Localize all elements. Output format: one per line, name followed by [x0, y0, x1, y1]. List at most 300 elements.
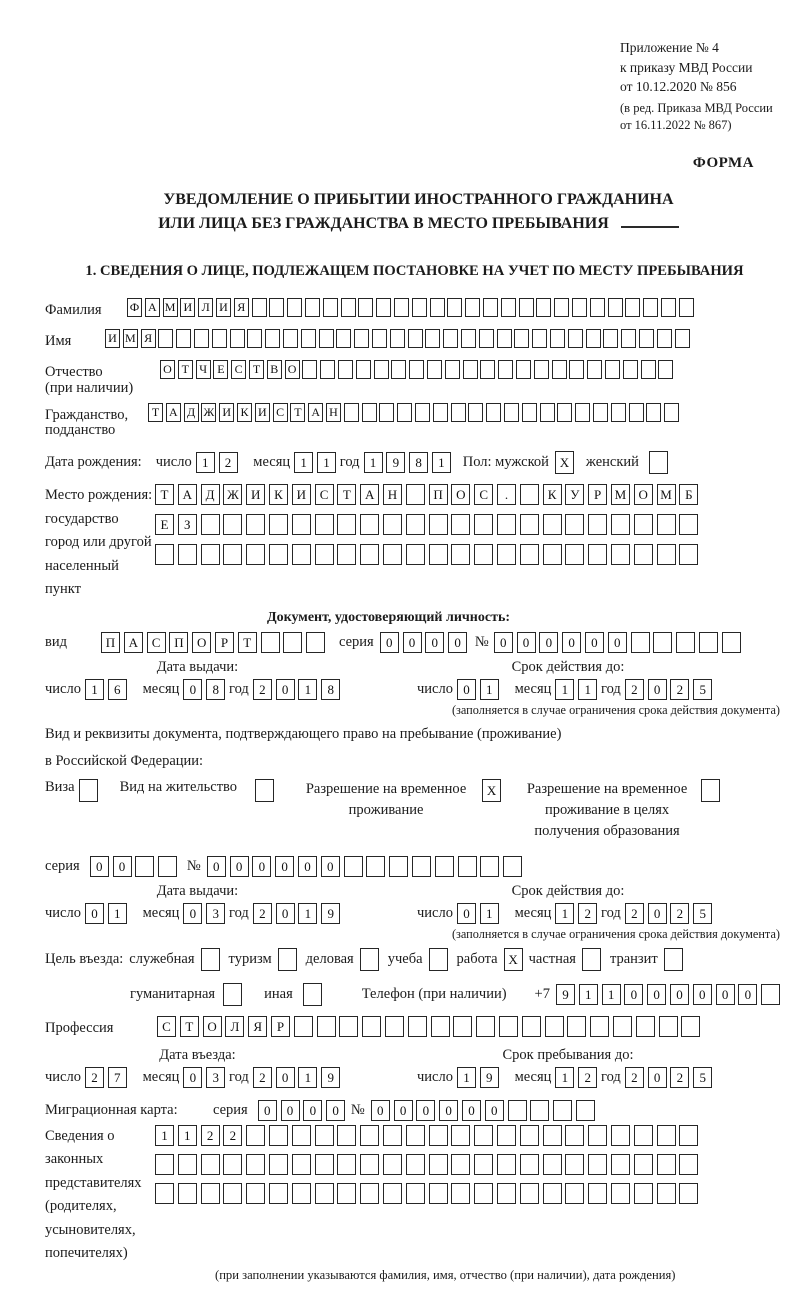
cell[interactable] — [408, 329, 423, 348]
doc-expiry-month-cells[interactable] — [555, 679, 601, 700]
cell[interactable] — [447, 298, 462, 317]
cell[interactable]: 0 — [183, 1067, 202, 1088]
cell[interactable]: 5 — [693, 1067, 712, 1088]
cell[interactable]: 1 — [298, 679, 317, 700]
purpose-business[interactable] — [306, 948, 379, 971]
purpose-humanitarian-checkbox[interactable] — [223, 983, 242, 1006]
cell[interactable] — [223, 514, 242, 535]
cell[interactable]: А — [178, 484, 197, 505]
cell[interactable] — [433, 403, 448, 422]
cell[interactable] — [629, 403, 644, 422]
cell[interactable] — [582, 948, 601, 971]
cell[interactable]: 0 — [448, 632, 467, 653]
doc-issue-day-cells[interactable] — [85, 679, 131, 700]
cell[interactable]: М — [123, 329, 138, 348]
cell[interactable] — [540, 403, 555, 422]
cell[interactable] — [520, 1125, 539, 1146]
surname-cells[interactable] — [127, 298, 697, 317]
cell[interactable]: 0 — [298, 856, 317, 877]
cell[interactable] — [586, 329, 601, 348]
cell[interactable]: 5 — [693, 679, 712, 700]
cell[interactable]: Р — [271, 1016, 290, 1037]
cell[interactable]: 0 — [693, 984, 712, 1005]
birth-year-cells[interactable] — [364, 452, 455, 473]
cell[interactable] — [362, 1016, 381, 1037]
cell[interactable] — [476, 1016, 495, 1037]
cell[interactable] — [337, 544, 356, 565]
birth-month-cells[interactable] — [294, 452, 340, 473]
cell[interactable] — [431, 1016, 450, 1037]
cell[interactable] — [588, 1183, 607, 1204]
cell[interactable] — [341, 298, 356, 317]
cell[interactable] — [292, 1183, 311, 1204]
entry-day-cells[interactable] — [85, 1067, 131, 1088]
cell[interactable] — [567, 1016, 586, 1037]
cell[interactable] — [178, 544, 197, 565]
cell[interactable]: 2 — [253, 679, 272, 700]
cell[interactable]: А — [124, 632, 143, 653]
entry-year-cells[interactable] — [253, 1067, 344, 1088]
cell[interactable] — [657, 329, 672, 348]
title-blank-line[interactable] — [621, 212, 679, 228]
purpose-other-checkbox[interactable] — [303, 983, 322, 1006]
cell[interactable] — [305, 298, 320, 317]
cell[interactable]: Т — [180, 1016, 199, 1037]
cell[interactable]: 1 — [108, 903, 127, 924]
cell[interactable]: . — [497, 484, 516, 505]
cell[interactable]: Т — [249, 360, 264, 379]
doc-expiry-day-cells[interactable] — [457, 679, 503, 700]
cell[interactable]: И — [105, 329, 120, 348]
cell[interactable] — [634, 1125, 653, 1146]
cell[interactable]: 1 — [555, 679, 574, 700]
option-temp-residence-education[interactable] — [521, 779, 720, 842]
cell[interactable]: 1 — [364, 452, 383, 473]
cell[interactable] — [155, 544, 174, 565]
cell[interactable] — [397, 403, 412, 422]
cell[interactable] — [503, 856, 522, 877]
cell[interactable] — [608, 298, 623, 317]
cell[interactable]: А — [360, 484, 379, 505]
cell[interactable]: Ф — [127, 298, 142, 317]
cell[interactable] — [520, 1154, 539, 1175]
visa-checkbox[interactable] — [79, 779, 98, 802]
cell[interactable]: 0 — [562, 632, 581, 653]
cell[interactable] — [383, 544, 402, 565]
cell[interactable] — [565, 1154, 584, 1175]
cell[interactable]: 7 — [108, 1067, 127, 1088]
cell[interactable] — [223, 983, 242, 1006]
cell[interactable] — [320, 360, 335, 379]
cell[interactable]: 2 — [625, 903, 644, 924]
cell[interactable]: 1 — [298, 903, 317, 924]
cell[interactable] — [360, 948, 379, 971]
cell[interactable] — [611, 1183, 630, 1204]
cell[interactable] — [339, 1016, 358, 1037]
cell[interactable] — [315, 544, 334, 565]
stay-month-cells[interactable] — [555, 1067, 601, 1088]
representatives-cells-row2[interactable] — [155, 1154, 702, 1175]
cell[interactable] — [435, 856, 454, 877]
cell[interactable] — [269, 1183, 288, 1204]
cell[interactable] — [278, 948, 297, 971]
citizenship-cells[interactable] — [148, 403, 682, 422]
cell[interactable] — [543, 544, 562, 565]
residence-permit-checkbox[interactable] — [255, 779, 274, 802]
migration-number-cells[interactable] — [371, 1100, 599, 1121]
cell[interactable] — [497, 1125, 516, 1146]
cell[interactable]: 1 — [178, 1125, 197, 1146]
cell[interactable]: С — [147, 632, 166, 653]
phone-digit-cells[interactable] — [556, 984, 784, 1005]
cell[interactable]: 2 — [578, 903, 597, 924]
cell[interactable]: П — [169, 632, 188, 653]
cell[interactable]: О — [285, 360, 300, 379]
cell[interactable] — [269, 544, 288, 565]
cell[interactable]: П — [101, 632, 120, 653]
cell[interactable]: 9 — [480, 1067, 499, 1088]
cell[interactable] — [631, 632, 650, 653]
cell[interactable] — [155, 1183, 174, 1204]
cell[interactable] — [543, 1125, 562, 1146]
cell[interactable]: 1 — [555, 903, 574, 924]
cell[interactable] — [543, 1183, 562, 1204]
cell[interactable] — [292, 514, 311, 535]
cell[interactable]: 0 — [183, 679, 202, 700]
cell[interactable]: 0 — [416, 1100, 435, 1121]
cell[interactable] — [657, 544, 676, 565]
permit-issue-year-cells[interactable] — [253, 903, 344, 924]
cell[interactable]: 1 — [298, 1067, 317, 1088]
cell[interactable] — [158, 329, 173, 348]
cell[interactable]: Д — [201, 484, 220, 505]
cell[interactable] — [634, 1154, 653, 1175]
cell[interactable] — [679, 544, 698, 565]
cell[interactable] — [283, 329, 298, 348]
cell[interactable]: 2 — [201, 1125, 220, 1146]
cell[interactable]: С — [157, 1016, 176, 1037]
cell[interactable] — [283, 632, 302, 653]
cell[interactable]: Л — [225, 1016, 244, 1037]
permit-expiry-day-cells[interactable] — [457, 903, 503, 924]
cell[interactable] — [425, 329, 440, 348]
cell[interactable]: Т — [337, 484, 356, 505]
cell[interactable] — [406, 1125, 425, 1146]
cell[interactable] — [587, 360, 602, 379]
profession-cells[interactable] — [157, 1016, 704, 1037]
cell[interactable]: 5 — [693, 903, 712, 924]
cell[interactable]: У — [565, 484, 584, 505]
permit-number-cells[interactable] — [207, 856, 526, 877]
cell[interactable] — [699, 632, 718, 653]
cell[interactable]: С — [231, 360, 246, 379]
cell[interactable]: 1 — [602, 984, 621, 1005]
cell[interactable] — [657, 1154, 676, 1175]
cell[interactable]: Н — [326, 403, 341, 422]
cell[interactable] — [679, 514, 698, 535]
cell[interactable] — [194, 329, 209, 348]
cell[interactable]: 9 — [386, 452, 405, 473]
cell[interactable] — [641, 360, 656, 379]
cell[interactable] — [634, 514, 653, 535]
purpose-private[interactable] — [529, 948, 601, 971]
cell[interactable]: М — [657, 484, 676, 505]
purpose-study-checkbox[interactable] — [429, 948, 448, 971]
cell[interactable] — [572, 298, 587, 317]
cell[interactable] — [362, 403, 377, 422]
cell[interactable]: Т — [238, 632, 257, 653]
cell[interactable]: 0 — [648, 903, 667, 924]
cell[interactable] — [201, 1183, 220, 1204]
cell[interactable]: 0 — [738, 984, 757, 1005]
cell[interactable] — [301, 329, 316, 348]
permit-series-cells[interactable] — [90, 856, 181, 877]
cell[interactable]: О — [451, 484, 470, 505]
cell[interactable] — [223, 544, 242, 565]
representatives-cells-row3[interactable] — [155, 1183, 702, 1204]
cell[interactable]: 0 — [276, 1067, 295, 1088]
cell[interactable]: 0 — [403, 632, 422, 653]
cell[interactable]: Т — [148, 403, 163, 422]
cell[interactable] — [430, 298, 445, 317]
cell[interactable]: М — [163, 298, 178, 317]
cell[interactable] — [565, 544, 584, 565]
cell[interactable] — [269, 1154, 288, 1175]
cell[interactable] — [658, 360, 673, 379]
cell[interactable]: 0 — [303, 1100, 322, 1121]
cell[interactable]: О — [160, 360, 175, 379]
cell[interactable]: X — [555, 451, 574, 474]
cell[interactable] — [391, 360, 406, 379]
cell[interactable]: 0 — [670, 984, 689, 1005]
cell[interactable]: 0 — [85, 903, 104, 924]
cell[interactable]: 0 — [624, 984, 643, 1005]
cell[interactable] — [394, 298, 409, 317]
cell[interactable] — [337, 1125, 356, 1146]
cell[interactable]: И — [180, 298, 195, 317]
cell[interactable]: О — [203, 1016, 222, 1037]
cell[interactable] — [429, 1154, 448, 1175]
cell[interactable]: Ж — [201, 403, 216, 422]
cell[interactable] — [451, 1125, 470, 1146]
cell[interactable] — [412, 856, 431, 877]
permit-expiry-month-cells[interactable] — [555, 903, 601, 924]
cell[interactable] — [552, 360, 567, 379]
cell[interactable]: 6 — [108, 679, 127, 700]
cell[interactable]: О — [634, 484, 653, 505]
cell[interactable]: 0 — [517, 632, 536, 653]
cell[interactable] — [427, 360, 442, 379]
cell[interactable] — [679, 1125, 698, 1146]
cell[interactable] — [406, 514, 425, 535]
cell[interactable]: И — [246, 484, 265, 505]
cell[interactable] — [520, 544, 539, 565]
permit-issue-day-cells[interactable] — [85, 903, 131, 924]
cell[interactable] — [306, 632, 325, 653]
cell[interactable]: И — [292, 484, 311, 505]
cell[interactable]: 9 — [321, 1067, 340, 1088]
cell[interactable] — [497, 544, 516, 565]
cell[interactable]: 3 — [206, 903, 225, 924]
cell[interactable] — [376, 298, 391, 317]
cell[interactable] — [201, 544, 220, 565]
cell[interactable]: 0 — [648, 679, 667, 700]
birth-place-cells-row1[interactable] — [155, 484, 702, 505]
cell[interactable]: 0 — [608, 632, 627, 653]
cell[interactable]: 1 — [555, 1067, 574, 1088]
cell[interactable]: 1 — [196, 452, 215, 473]
cell[interactable] — [201, 514, 220, 535]
cell[interactable]: А — [308, 403, 323, 422]
cell[interactable] — [534, 360, 549, 379]
cell[interactable]: 1 — [480, 903, 499, 924]
cell[interactable] — [358, 298, 373, 317]
cell[interactable] — [634, 1183, 653, 1204]
cell[interactable]: К — [237, 403, 252, 422]
doc-kind-cells[interactable] — [101, 632, 329, 653]
cell[interactable]: Я — [141, 329, 156, 348]
cell[interactable] — [303, 983, 322, 1006]
cell[interactable]: А — [145, 298, 160, 317]
cell[interactable] — [565, 1183, 584, 1204]
cell[interactable] — [337, 1154, 356, 1175]
cell[interactable]: 0 — [326, 1100, 345, 1121]
temp-residence-checkbox[interactable] — [482, 779, 501, 802]
option-residence-permit[interactable] — [120, 779, 274, 802]
temp-residence-education-checkbox[interactable] — [701, 779, 720, 802]
cell[interactable] — [385, 1016, 404, 1037]
cell[interactable] — [319, 329, 334, 348]
cell[interactable] — [317, 1016, 336, 1037]
cell[interactable] — [344, 856, 363, 877]
purpose-work[interactable] — [457, 948, 523, 971]
cell[interactable] — [611, 544, 630, 565]
cell[interactable]: 1 — [155, 1125, 174, 1146]
birth-place-cells-row2[interactable] — [155, 514, 702, 535]
cell[interactable] — [383, 1125, 402, 1146]
cell[interactable]: 0 — [494, 632, 513, 653]
cell[interactable]: 0 — [462, 1100, 481, 1121]
purpose-official[interactable] — [129, 948, 219, 971]
cell[interactable] — [360, 1183, 379, 1204]
cell[interactable]: Т — [290, 403, 305, 422]
cell[interactable] — [429, 1183, 448, 1204]
cell[interactable]: Т — [155, 484, 174, 505]
cell[interactable]: О — [192, 632, 211, 653]
cell[interactable] — [336, 329, 351, 348]
cell[interactable]: 0 — [276, 679, 295, 700]
cell[interactable] — [383, 1183, 402, 1204]
cell[interactable]: 1 — [578, 679, 597, 700]
option-visa[interactable] — [45, 779, 98, 802]
cell[interactable]: Н — [383, 484, 402, 505]
cell[interactable]: Б — [679, 484, 698, 505]
cell[interactable] — [406, 1183, 425, 1204]
cell[interactable] — [679, 1154, 698, 1175]
cell[interactable] — [497, 329, 512, 348]
cell[interactable]: 0 — [648, 1067, 667, 1088]
cell[interactable] — [230, 329, 245, 348]
cell[interactable] — [445, 360, 460, 379]
cell[interactable]: 0 — [321, 856, 340, 877]
cell[interactable] — [593, 403, 608, 422]
migration-series-cells[interactable] — [258, 1100, 349, 1121]
cell[interactable]: 0 — [281, 1100, 300, 1121]
cell[interactable] — [605, 360, 620, 379]
cell[interactable]: 0 — [207, 856, 226, 877]
cell[interactable] — [701, 779, 720, 802]
cell[interactable]: 0 — [485, 1100, 504, 1121]
cell[interactable] — [356, 360, 371, 379]
cell[interactable] — [451, 403, 466, 422]
cell[interactable] — [623, 360, 638, 379]
cell[interactable] — [653, 632, 672, 653]
cell[interactable] — [409, 360, 424, 379]
cell[interactable] — [451, 1183, 470, 1204]
cell[interactable] — [201, 948, 220, 971]
cell[interactable] — [590, 298, 605, 317]
cell[interactable] — [360, 514, 379, 535]
cell[interactable]: 0 — [457, 903, 476, 924]
cell[interactable] — [246, 514, 265, 535]
cell[interactable] — [657, 1125, 676, 1146]
cell[interactable] — [554, 298, 569, 317]
cell[interactable] — [543, 514, 562, 535]
cell[interactable] — [519, 298, 534, 317]
cell[interactable] — [522, 1016, 541, 1037]
cell[interactable]: 2 — [670, 903, 689, 924]
cell[interactable]: 0 — [394, 1100, 413, 1121]
cell[interactable]: Я — [248, 1016, 267, 1037]
stay-year-cells[interactable] — [625, 1067, 716, 1088]
cell[interactable] — [486, 403, 501, 422]
cell[interactable]: 0 — [585, 632, 604, 653]
cell[interactable] — [458, 856, 477, 877]
cell[interactable]: 0 — [439, 1100, 458, 1121]
cell[interactable] — [659, 1016, 678, 1037]
cell[interactable]: 2 — [223, 1125, 242, 1146]
cell[interactable] — [178, 1183, 197, 1204]
cell[interactable] — [679, 1183, 698, 1204]
cell[interactable] — [292, 1154, 311, 1175]
cell[interactable]: 2 — [625, 1067, 644, 1088]
cell[interactable]: 1 — [579, 984, 598, 1005]
cell[interactable] — [646, 403, 661, 422]
patronymic-cells[interactable] — [160, 360, 676, 379]
cell[interactable]: 2 — [625, 679, 644, 700]
cell[interactable] — [451, 514, 470, 535]
cell[interactable] — [463, 360, 478, 379]
cell[interactable] — [415, 403, 430, 422]
cell[interactable] — [451, 1154, 470, 1175]
cell[interactable] — [315, 1154, 334, 1175]
cell[interactable] — [588, 1154, 607, 1175]
cell[interactable] — [453, 1016, 472, 1037]
cell[interactable] — [287, 298, 302, 317]
given-name-cells[interactable] — [105, 329, 692, 348]
cell[interactable] — [246, 544, 265, 565]
cell[interactable] — [461, 329, 476, 348]
cell[interactable]: С — [474, 484, 493, 505]
cell[interactable]: К — [543, 484, 562, 505]
cell[interactable] — [252, 298, 267, 317]
cell[interactable]: 0 — [425, 632, 444, 653]
cell[interactable] — [480, 856, 499, 877]
cell[interactable] — [575, 403, 590, 422]
cell[interactable]: 2 — [670, 679, 689, 700]
cell[interactable]: 0 — [371, 1100, 390, 1121]
cell[interactable] — [643, 298, 658, 317]
